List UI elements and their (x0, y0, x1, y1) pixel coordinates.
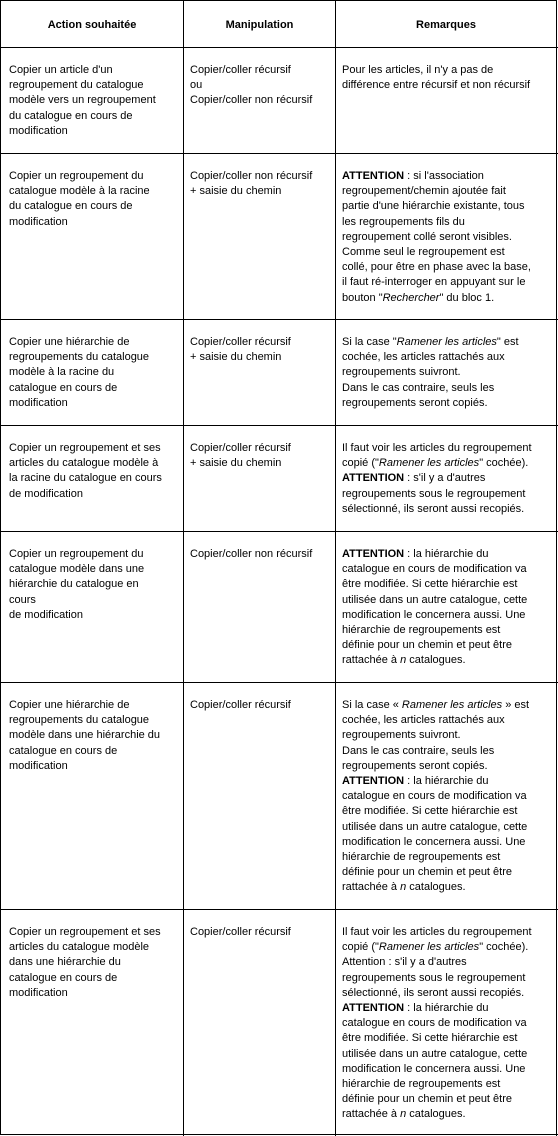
row-4-action: Copier un regroupement et ses articles du catalogue modèle à la racine du catalogue en cours de modification (9, 442, 162, 500)
row-3-manipulation: Copier/coller récursif + saisie du chemin (190, 336, 291, 364)
row-1-manipulation: Copier/coller récursif ou Copier/coller non récursif (190, 64, 313, 107)
row-3-action: Copier une hiérarchie de regroupements du catalogue modèle à la racine du catalogue en cours de modification (9, 336, 150, 409)
row-divider (1, 153, 558, 154)
row-6-manipulation: Copier/coller récursif (190, 699, 291, 711)
row-3-remarques: Si la case "Ramener les articles" est cochée, les articles rattachés aux regroupements suivront. Dans le cas contraire, seuls les regroupements seront copiés. (342, 336, 519, 409)
row-divider (1, 1134, 558, 1135)
header-manipulation: Manipulation (225, 18, 294, 31)
header-remarques: Remarques (416, 18, 476, 31)
row-4-remarques: Il faut voir les articles du regroupement copié ("Ramener les articles" cochée). ATTENTION : s'il y a d'autres regroupements sous le regroupement sélectionné, ils seront aussi recopiés. (342, 442, 532, 515)
row-7-remarques: Il faut voir les articles du regroupement copié ("Ramener les articles" cochée). Attention : s'il y a d'autres regroupements sous le regroupement sélectionné, ils seront aussi recopiés. ATTENTION : la hiérarchie du catalogue en cours de modification va être modifiée. Si cette hiérarchie est utilisée dans un autre catalogue, cette modification le concernera aussi. Une hiérarchie de regroupements est définie pour un chemin et peut être rattachée à n catalogues. (342, 926, 532, 1121)
row-5-action: Copier un regroupement du catalogue modèle dans une hiérarchie du catalogue en cours de modification (9, 548, 145, 621)
row-5-manipulation: Copier/coller non récursif (190, 548, 313, 560)
row-6-remarques: Si la case « Ramener les articles » est cochée, les articles rattachés aux regroupements suivront. Dans le cas contraire, seuls les regroupements seront copiés. ATTENTION : la hiérarchie du catalogue en cours de modification va être modifiée. Si cette hiérarchie est utilisée dans un autre catalogue, cette modification le concernera aussi. Une hiérarchie de regroupements est définie pour un chemin et peut être rattachée à n catalogues. (342, 699, 530, 894)
row-2-remarques: ATTENTION : si l'association regroupement/chemin ajoutée fait partie d'une hiérarchie existante, tous les regroupements fils du regroupement collé seront visibles. Comme seul le regroupement est collé, pour être en phase avec la base, il faut ré-interroger en appuyant sur le bouton "Rechercher" du bloc 1. (342, 170, 531, 304)
column-divider (556, 1, 557, 1136)
row-2-action: Copier un regroupement du catalogue modèle à la racine du catalogue en cours de modification (9, 170, 150, 228)
row-divider (1, 682, 558, 683)
row-1-remarques: Pour les articles, il n'y a pas de différence entre récursif et non récursif (342, 64, 531, 92)
row-6-action: Copier une hiérarchie de regroupements du catalogue modèle dans une hiérarchie du catalogue en cours de modification (9, 699, 161, 772)
row-5-remarques: ATTENTION : la hiérarchie du catalogue en cours de modification va être modifiée. Si cette hiérarchie est utilisée dans un autre catalogue, cette modification le concernera aussi. Une hiérarchie de regroupements est définie pour un chemin et peut être rattachée à n catalogues. (342, 548, 528, 667)
row-7-action: Copier un regroupement et ses articles du catalogue modèle dans une hiérarchie du catalogue en cours de modification (9, 926, 161, 999)
row-divider (1, 319, 558, 320)
row-1-action: Copier un article d'un regroupement du catalogue modèle vers un regroupement du catalogue en cours de modification (9, 64, 156, 137)
header-action: Action souhaitée (47, 18, 137, 31)
row-divider (1, 909, 558, 910)
row-divider (1, 531, 558, 532)
row-7-manipulation: Copier/coller récursif (190, 926, 291, 938)
row-2-manipulation: Copier/coller non récursif + saisie du chemin (190, 170, 313, 198)
row-divider (1, 425, 558, 426)
row-4-manipulation: Copier/coller récursif + saisie du chemin (190, 442, 291, 470)
